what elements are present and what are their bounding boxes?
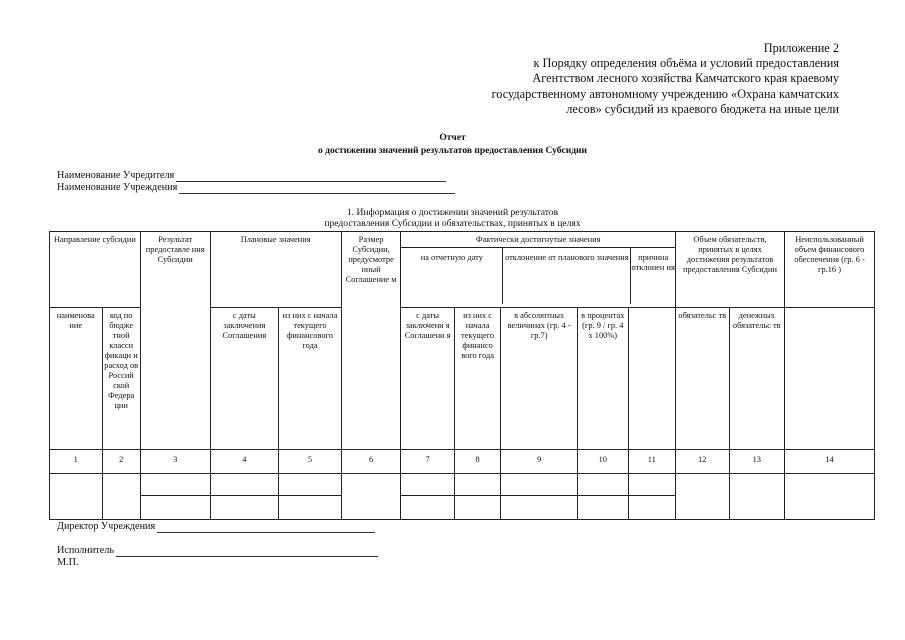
header-fields <box>57 170 455 194</box>
obligations-subheader: обязательс тв <box>675 308 729 450</box>
direction-header: Направление субсидии <box>50 232 141 308</box>
reason-header: причина отклонен ия <box>631 253 675 272</box>
report-title: Отчет <box>439 133 466 143</box>
table-cell <box>628 474 675 520</box>
reason-cell <box>628 308 675 450</box>
column-number: 7 <box>401 450 455 474</box>
appendix-line: к Порядку определения объёма и условий предоставления <box>533 56 839 71</box>
executor-signature <box>57 545 378 557</box>
unused-cell <box>785 308 875 450</box>
executor-label: Исполнитель <box>57 545 114 556</box>
column-number: 13 <box>729 450 785 474</box>
director-signature <box>57 521 375 533</box>
table-cell <box>401 474 455 520</box>
appendix-block <box>419 41 839 117</box>
founder-field <box>57 170 455 182</box>
name-subheader: наименова ние <box>50 308 103 450</box>
act-from-date-subheader: с даты заключени я Соглашени я <box>401 308 455 450</box>
founder-label: Наименование Учредителя <box>57 170 175 181</box>
planned-header: Плановые значения <box>210 232 341 308</box>
stamp-label: М.П. <box>57 557 79 568</box>
table-row <box>50 474 875 520</box>
table-cell <box>785 474 875 520</box>
appendix-line: Агентством лесного хозяйства Камчатского края краевому <box>532 71 839 86</box>
column-number: 1 <box>50 450 103 474</box>
director-label: Директор Учреждения <box>57 521 156 532</box>
section-title-line: 1. Информация о достижении значений результатов <box>346 207 559 218</box>
plan-of-which-subheader: из них с начала текущего финансового года <box>279 308 342 450</box>
table-cell <box>729 474 785 520</box>
appendix-line: Приложение 2 <box>763 41 839 55</box>
executor-signature-line <box>116 547 378 557</box>
table-cell <box>341 474 401 520</box>
code-subheader: код по бюдже тной класси фикаци и расход ов Россий ской Федера ции <box>102 308 140 450</box>
table-cell <box>501 474 578 520</box>
column-number: 12 <box>675 450 729 474</box>
deviation-header: отклонение от планового значения <box>503 248 631 304</box>
actual-header <box>401 232 676 308</box>
table-cell <box>675 474 729 520</box>
column-number: 11 <box>628 450 675 474</box>
abs-deviation-subheader: в абсолютных величинах (гр. 4 - гр.7) <box>501 308 578 450</box>
stamp-row <box>57 557 79 569</box>
column-number: 2 <box>102 450 140 474</box>
column-number: 10 <box>578 450 628 474</box>
column-number: 4 <box>210 450 279 474</box>
director-signature-line <box>157 523 375 533</box>
table-cell <box>50 474 103 520</box>
act-of-which-subheader: из них с начала текущего финансо вого года <box>454 308 500 450</box>
column-number: 6 <box>341 450 401 474</box>
reporting-date-header: на отчетную дату <box>401 248 503 304</box>
report-subtitle: о достижении значений результатов предоставления Субсидии <box>318 146 587 156</box>
column-number: 5 <box>279 450 342 474</box>
size-header: Размер Субсидии, предусмотре нный Соглашение м <box>341 232 401 450</box>
founder-input-line <box>176 172 446 182</box>
pct-deviation-subheader: в процентах (гр. 9 / гр. 4 х 100%) <box>578 308 628 450</box>
money-obligations-subheader: денежных обязательс тв <box>729 308 785 450</box>
section-title <box>0 207 905 229</box>
column-number: 9 <box>501 450 578 474</box>
column-number: 8 <box>454 450 500 474</box>
actual-header-label: Фактически достигнутые значения <box>401 232 675 248</box>
appendix-line: государственному автономному учреждению «Охрана камчатских <box>491 86 839 101</box>
actual-subheaders <box>401 248 675 304</box>
appendix-line: лесов» субсидий из краевого бюджета на иные цели <box>566 101 839 116</box>
table-cell <box>279 474 342 520</box>
table-cell <box>454 474 500 520</box>
header-row-1 <box>50 232 875 308</box>
unused-header: Неиспользованный объем финансового обеспечения (гр. 6 - гр.16 ) <box>785 232 875 308</box>
obligations-header: Объем обязательств, принятых в целях достижения результатов предоставления Субсидии <box>675 232 784 308</box>
institution-input-line <box>179 184 455 194</box>
institution-label: Наименование Учреждения <box>57 182 178 193</box>
column-number: 14 <box>785 450 875 474</box>
column-numbers-row <box>50 450 875 474</box>
institution-field <box>57 182 455 194</box>
report-table <box>49 231 875 520</box>
column-number: 3 <box>140 450 210 474</box>
table-cell <box>102 474 140 520</box>
table-cell <box>210 474 279 520</box>
table-cell <box>578 474 628 520</box>
plan-from-date-subheader: с даты заключения Соглашения <box>210 308 279 450</box>
section-title-line: предоставления Субсидии и обязательствах, принятых в целях <box>324 218 581 229</box>
table-cell <box>140 474 210 520</box>
result-header: Результат предоставле ния Субсидии <box>140 232 210 450</box>
